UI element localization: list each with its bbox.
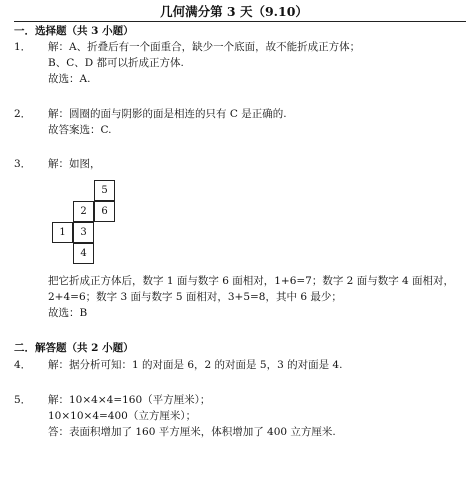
net-cell-2: 2	[73, 201, 94, 222]
q3-line-1: 解：如图，	[48, 158, 101, 170]
question-number-2: 2．	[14, 108, 32, 120]
q4-line-1: 解：据分析可知：1 的对面是 6，2 的对面是 5，3 的对面是 4.	[48, 359, 343, 371]
q5-line-2: 10×10×4=400（立方厘米）；	[48, 410, 197, 422]
q5-line-1: 解：10×4×4=160（平方厘米）；	[48, 394, 211, 406]
q3-line-3: 2+4=6；数字 3 面与数字 5 面相对，3+5=8，其中 6 最少；	[48, 291, 342, 303]
q3-answer: 故选：B	[48, 307, 88, 319]
net-cell-6: 6	[94, 201, 115, 222]
net-cell-5: 5	[94, 180, 115, 201]
question-number-3: 3．	[14, 158, 32, 170]
title-divider	[14, 21, 466, 22]
net-cell-4: 4	[73, 243, 94, 264]
q1-line-2: B、C、D 都可以折成正方体.	[48, 57, 184, 69]
question-number-1: 1．	[14, 41, 32, 53]
question-number-5: 5．	[14, 394, 32, 406]
net-cell-3: 3	[73, 222, 94, 243]
net-cell-1: 1	[52, 222, 73, 243]
page-title: 几何满分第 3 天（9.10）	[160, 4, 308, 19]
q1-line-1: 解：A、折叠后有一个面重合，缺少一个底面，故不能折成正方体；	[48, 41, 361, 53]
q3-line-2: 把它折成正方体后，数字 1 面与数字 6 面相对，1+6=7；数字 2 面与数字 4 面相对，	[48, 275, 455, 287]
question-number-4: 4．	[14, 359, 32, 371]
q1-answer: 故选：A.	[48, 73, 91, 85]
q5-answer: 答：表面积增加了 160 平方厘米，体积增加了 400 立方厘米.	[48, 426, 336, 438]
section-heading-solution: 二．解答题（共 2 小题）	[14, 342, 134, 354]
q2-line-1: 解：圆圈的面与阴影的面是相连的只有 C 是正确的.	[48, 108, 287, 120]
cube-net-diagram	[52, 180, 114, 264]
q2-answer: 故答案选：C.	[48, 124, 112, 136]
section-heading-choice: 一．选择题（共 3 小题）	[14, 25, 134, 37]
